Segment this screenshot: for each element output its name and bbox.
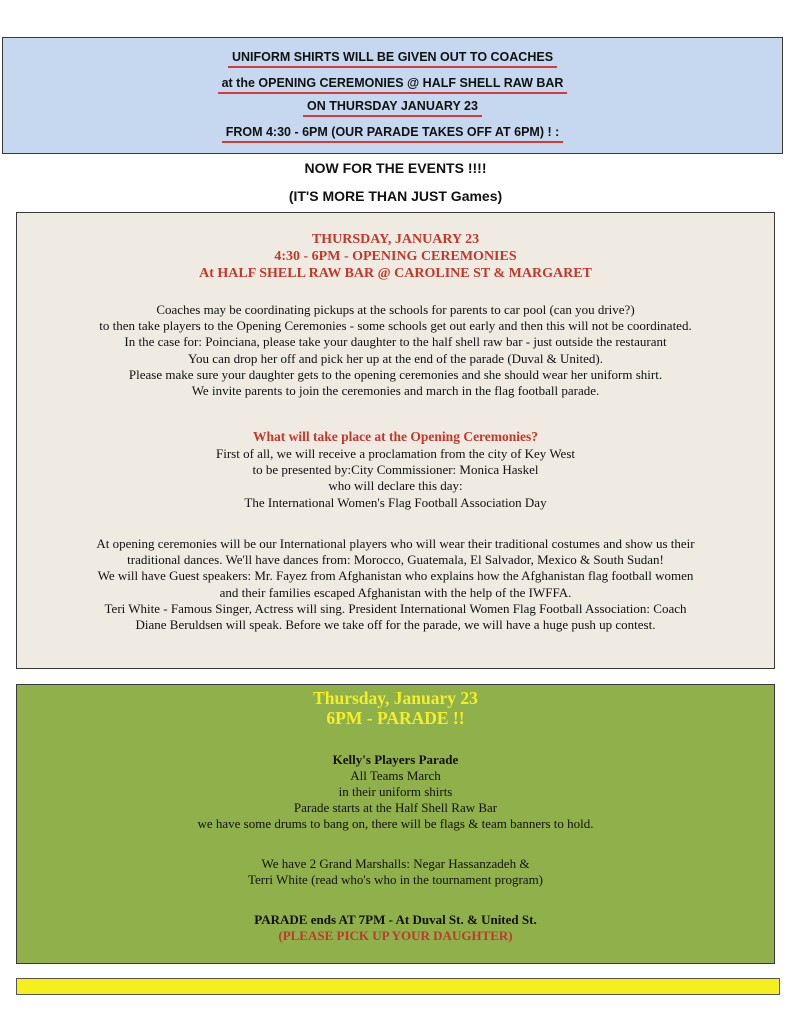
- paragraph-line: traditional dances. We'll have dances from: Morocco, Guatemala, El Salvador, Mexico & South Sudan!: [127, 552, 664, 568]
- parade-title-line: 6PM - PARADE !!: [326, 708, 465, 728]
- paragraph-line: First of all, we will receive a proclamation from the city of Key West: [216, 446, 575, 461]
- parade-title: [17, 688, 774, 728]
- parade-detail-line: in their uniform shirts: [338, 784, 453, 799]
- paragraph-line: who will declare this day:: [328, 478, 463, 494]
- opening-paragraph-proclamation: [17, 446, 774, 511]
- paragraph-line: to then take players to the Opening Ceremonies - some schools get out early and then this will not be coordinated.: [99, 318, 692, 334]
- paragraph-line: to be presented by:City Commissioner: Monica Haskel: [252, 462, 539, 478]
- opening-title-line: THURSDAY, JANUARY 23: [311, 232, 480, 247]
- paragraph-line: Coaches may be coordinating pickups at the schools for parents to car pool (can you drive?): [156, 302, 635, 317]
- paragraph-line: The International Women's Flag Football Association Day: [244, 494, 547, 510]
- parade-name: Kelly's Players Parade: [332, 752, 459, 767]
- paragraph-line: and their families escaped Afghanistan with the help of the IWFFA.: [219, 584, 572, 600]
- paragraph-line: You can drop her off and pick her up at the end of the parade (Duval & United).: [187, 350, 604, 366]
- paragraph-line: At opening ceremonies will be our International players who will wear their traditional costumes and show us their: [96, 536, 695, 551]
- opening-paragraph-program: [17, 536, 774, 633]
- paragraph-line: Teri White - Famous Singer, Actress will sing. President International Women Flag Football Association: Coach: [104, 600, 687, 616]
- marshal-line: We have 2 Grand Marshalls: Negar Hassanzadeh &: [261, 856, 530, 871]
- pickup-reminder: (PLEASE PICK UP YOUR DAUGHTER): [278, 928, 513, 943]
- opening-ceremonies-section: [16, 212, 775, 669]
- banner-line: ON THURSDAY JANUARY 23: [3, 99, 782, 117]
- parade-details: [17, 752, 774, 832]
- events-subheading: (IT'S MORE THAN JUST Games): [288, 188, 503, 204]
- opening-subheading: What will take place at the Opening Ceremonies?: [252, 429, 539, 444]
- marshal-line: Terri White (read who's who in the tournament program): [247, 872, 544, 887]
- events-heading: NOW FOR THE EVENTS !!!!: [304, 160, 487, 176]
- banner-line: UNIFORM SHIRTS WILL BE GIVEN OUT TO COACHES: [3, 50, 782, 68]
- parade-section: [16, 684, 775, 964]
- bottom-yellow-bar: [16, 978, 780, 995]
- paragraph-line: In the case for: Poinciana, please take your daughter to the half shell raw bar - just outside the restaurant: [124, 334, 667, 350]
- opening-title: [17, 231, 774, 282]
- parade-detail-line: All Teams March: [350, 768, 441, 783]
- opening-paragraph-logistics: [17, 302, 774, 399]
- parade-detail-line: Parade starts at the Half Shell Raw Bar: [293, 800, 498, 815]
- parade-detail-line: we have some drums to bang on, there will be flags & team banners to hold.: [197, 816, 594, 831]
- grand-marshals: [17, 856, 774, 888]
- paragraph-line: Diane Beruldsen will speak. Before we take off for the parade, we will have a huge push up contest.: [135, 617, 656, 633]
- opening-title-line: 4:30 - 6PM - OPENING CEREMONIES: [274, 249, 517, 264]
- paragraph-line: We invite parents to join the ceremonies and march in the flag football parade.: [191, 383, 600, 399]
- paragraph-line: Please make sure your daughter gets to the opening ceremonies and she should wear her uniform shirt.: [128, 366, 663, 382]
- opening-title-line: At HALF SHELL RAW BAR @ CAROLINE ST & MARGARET: [199, 266, 592, 281]
- uniform-shirts-banner: [2, 37, 783, 154]
- paragraph-line: We will have Guest speakers: Mr. Fayez from Afghanistan who explains how the Afghanistan flag football women: [97, 568, 694, 584]
- parade-end-info: [17, 912, 774, 944]
- parade-title-line: Thursday, January 23: [313, 688, 478, 708]
- banner-line: at the OPENING CEREMONIES @ HALF SHELL RAW BAR: [3, 76, 782, 94]
- parade-end-line: PARADE ends AT 7PM - At Duval St. & United St.: [254, 912, 537, 927]
- banner-line: FROM 4:30 - 6PM (OUR PARADE TAKES OFF AT 6PM) ! :: [3, 125, 782, 143]
